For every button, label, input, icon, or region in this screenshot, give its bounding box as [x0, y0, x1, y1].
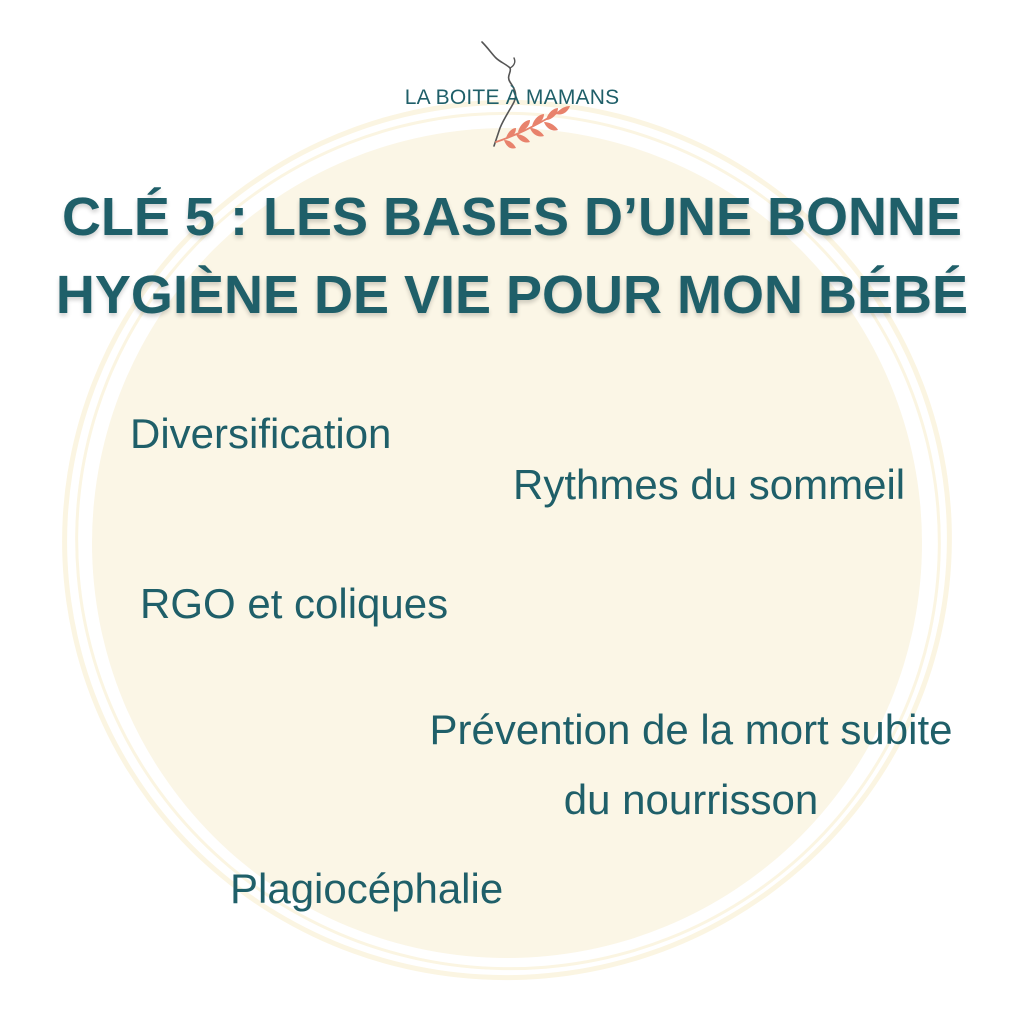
- topic-rgo-colic: RGO et coliques: [140, 580, 449, 627]
- topic-diversification: Diversification: [130, 410, 392, 457]
- page-title: [0, 178, 1024, 334]
- title-line-1: CLÉ 5 : LES BASES D’UNE BONNE: [61, 187, 963, 247]
- brand-name: LA BOITE À MAMANS: [404, 86, 620, 109]
- topic-sids-line-1: Prévention de la mort subite: [429, 706, 953, 753]
- topic-sleep-rhythms: Rythmes du sommeil: [513, 461, 906, 508]
- topic-sids-prevention: [395, 695, 987, 835]
- topic-sids-line-2: du nourrisson: [563, 776, 819, 823]
- topic-plagiocephaly: Plagiocéphalie: [230, 865, 504, 912]
- title-line-2: HYGIÈNE DE VIE POUR MON BÉBÉ: [55, 265, 969, 325]
